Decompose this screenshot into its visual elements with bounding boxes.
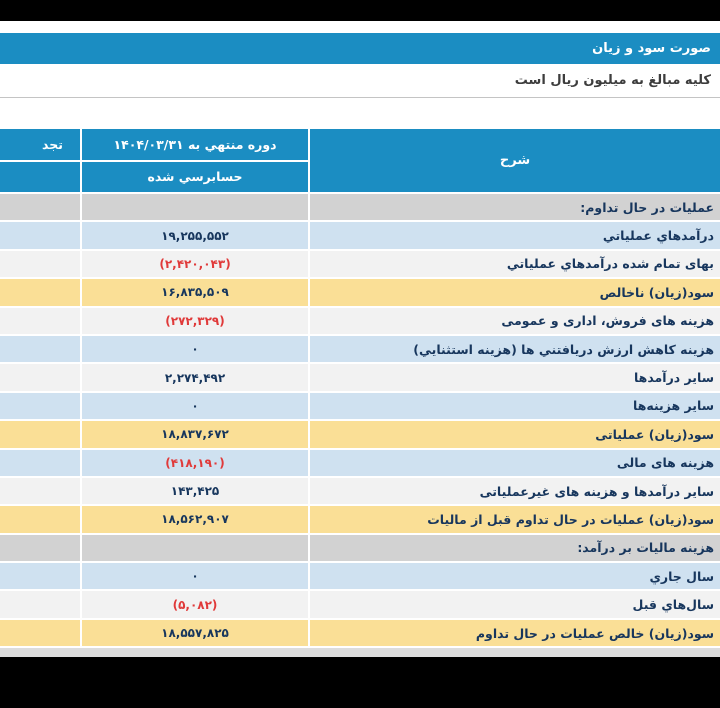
row-label: هزینه های مالی	[616, 455, 714, 471]
row-value-cell	[82, 478, 308, 504]
row-value-cell	[82, 535, 308, 561]
row-restated-cell	[0, 336, 80, 362]
row-value-cell	[82, 450, 308, 476]
row-label-cell	[310, 421, 720, 447]
row-label: عمليات در حال تداوم:	[580, 199, 714, 215]
row-label: ساير هزينه‌ها	[633, 398, 714, 414]
row-restated-cell	[0, 535, 80, 561]
row-restated-cell	[0, 450, 80, 476]
row-value: ۰	[191, 398, 199, 413]
units-note-row	[0, 64, 720, 98]
row-value: ۰	[191, 569, 199, 584]
row-label: هزینه های فروش، اداری و عمومی	[501, 313, 714, 329]
row-value-cell	[82, 336, 308, 362]
row-label-cell	[310, 563, 720, 589]
row-label-cell	[310, 478, 720, 504]
row-restated-cell	[0, 478, 80, 504]
col-header-description-label: شرح	[499, 153, 531, 168]
col-header-period-group	[82, 129, 308, 192]
table-row	[0, 450, 720, 476]
row-restated-cell	[0, 393, 80, 419]
row-restated-cell	[0, 308, 80, 334]
row-label-cell	[310, 591, 720, 617]
row-label-cell	[310, 535, 720, 561]
col-header-audited-label: حسابرسي شده	[147, 169, 243, 185]
row-restated-cell	[0, 364, 80, 390]
row-value: (۲,۴۲۰,۰۴۳)	[159, 256, 231, 271]
row-restated-cell	[0, 194, 80, 220]
row-value-cell	[82, 563, 308, 589]
row-label-cell	[310, 222, 720, 248]
row-value: (۴۱۸,۱۹۰)	[165, 455, 225, 470]
row-label-cell	[310, 336, 720, 362]
bottom-gray-strip	[0, 648, 720, 657]
units-note: كليه مبالغ به ميليون ريال است	[514, 73, 711, 88]
mid-spacer	[0, 98, 720, 129]
row-value: ۱۹,۲۵۵,۵۵۲	[161, 228, 229, 243]
row-restated-cell	[0, 251, 80, 277]
row-value: ۱۸,۵۶۲,۹۰۷	[161, 512, 229, 527]
col-header-description	[310, 129, 720, 192]
statement-title-bar	[0, 33, 720, 64]
row-label: هزينه ماليات بر درآمد:	[577, 540, 714, 556]
col-header-restated-label: تجد	[42, 136, 63, 152]
row-value: ۱۸,۵۵۷,۸۲۵	[161, 626, 229, 641]
row-value-cell	[82, 194, 308, 220]
table-row	[0, 308, 720, 334]
row-value-cell	[82, 279, 308, 305]
row-label: سال جاري	[649, 568, 714, 584]
row-label: ساير درآمدها	[633, 370, 714, 386]
row-label-cell	[310, 194, 720, 220]
row-label: سال‌هاي قبل	[632, 597, 714, 613]
row-label-cell	[310, 393, 720, 419]
table-row	[0, 421, 720, 447]
row-value: ۲,۲۷۴,۴۹۲	[164, 370, 226, 385]
row-label: درآمدهاي عملياتي	[602, 228, 714, 244]
row-label-cell	[310, 308, 720, 334]
row-label: بهای تمام شده درآمدهاي عملياتي	[506, 256, 714, 272]
row-label: سایر درآمدها و هزینه های غیرعملیاتی	[479, 483, 714, 499]
table-body	[0, 194, 720, 646]
income-statement-table	[0, 129, 720, 646]
row-label-cell	[310, 450, 720, 476]
row-value-cell	[82, 506, 308, 532]
row-restated-cell	[0, 222, 80, 248]
row-value-cell	[82, 620, 308, 646]
row-restated-cell	[0, 591, 80, 617]
row-value-cell	[82, 421, 308, 447]
row-label: سود(زيان) عملیاتی	[595, 426, 714, 442]
row-value: ۰	[191, 342, 199, 357]
table-row	[0, 222, 720, 248]
row-label-cell	[310, 251, 720, 277]
table-row	[0, 506, 720, 532]
col-header-period-label: دوره منتهي به ۱۴۰۴/۰۳/۳۱	[113, 136, 277, 152]
col-header-period	[82, 129, 308, 160]
row-value-cell	[82, 222, 308, 248]
row-label: سود(زيان) ناخالص	[599, 284, 714, 300]
table-row	[0, 364, 720, 390]
row-value: (۲۷۲,۳۲۹)	[165, 313, 225, 328]
row-restated-cell	[0, 620, 80, 646]
row-label-cell	[310, 620, 720, 646]
table-row	[0, 279, 720, 305]
row-restated-cell	[0, 563, 80, 589]
top-spacer	[0, 21, 720, 33]
table-row	[0, 194, 720, 220]
table-row	[0, 591, 720, 617]
table-header	[0, 129, 720, 192]
col-header-audited	[82, 162, 308, 193]
row-label: هزينه كاهش ارزش دريافتني ها (هزينه استثنايي)	[413, 341, 714, 357]
row-value-cell	[82, 364, 308, 390]
row-restated-cell	[0, 279, 80, 305]
row-label: سود(زيان) عمليات در حال تداوم قبل از ماليات	[427, 511, 714, 527]
row-value: ۱۶,۸۳۵,۵۰۹	[161, 285, 229, 300]
table-row	[0, 336, 720, 362]
row-restated-cell	[0, 506, 80, 532]
col-header-restated-clipped	[0, 129, 80, 160]
row-value-cell	[82, 591, 308, 617]
table-row	[0, 563, 720, 589]
row-value-cell	[82, 308, 308, 334]
row-value-cell	[82, 251, 308, 277]
row-label: سود(زيان) خالص عمليات در حال تداوم	[475, 625, 714, 641]
table-row	[0, 393, 720, 419]
bottom-black-bar	[0, 657, 720, 708]
row-restated-cell	[0, 421, 80, 447]
row-label-cell	[310, 506, 720, 532]
col-header-restated-sub	[0, 162, 80, 193]
table-row	[0, 478, 720, 504]
row-label-cell	[310, 364, 720, 390]
table-row	[0, 535, 720, 561]
table-row	[0, 620, 720, 646]
row-value-cell	[82, 393, 308, 419]
statement-title: صورت سود و زیان	[592, 41, 711, 56]
table-row	[0, 251, 720, 277]
row-value: (۵,۰۸۲)	[172, 597, 218, 612]
row-label-cell	[310, 279, 720, 305]
top-black-bar	[0, 0, 720, 21]
col-header-restated-group	[0, 129, 80, 192]
row-value: ۱۴۳,۴۲۵	[170, 484, 220, 499]
row-value: ۱۸,۸۳۷,۶۷۲	[161, 427, 229, 442]
